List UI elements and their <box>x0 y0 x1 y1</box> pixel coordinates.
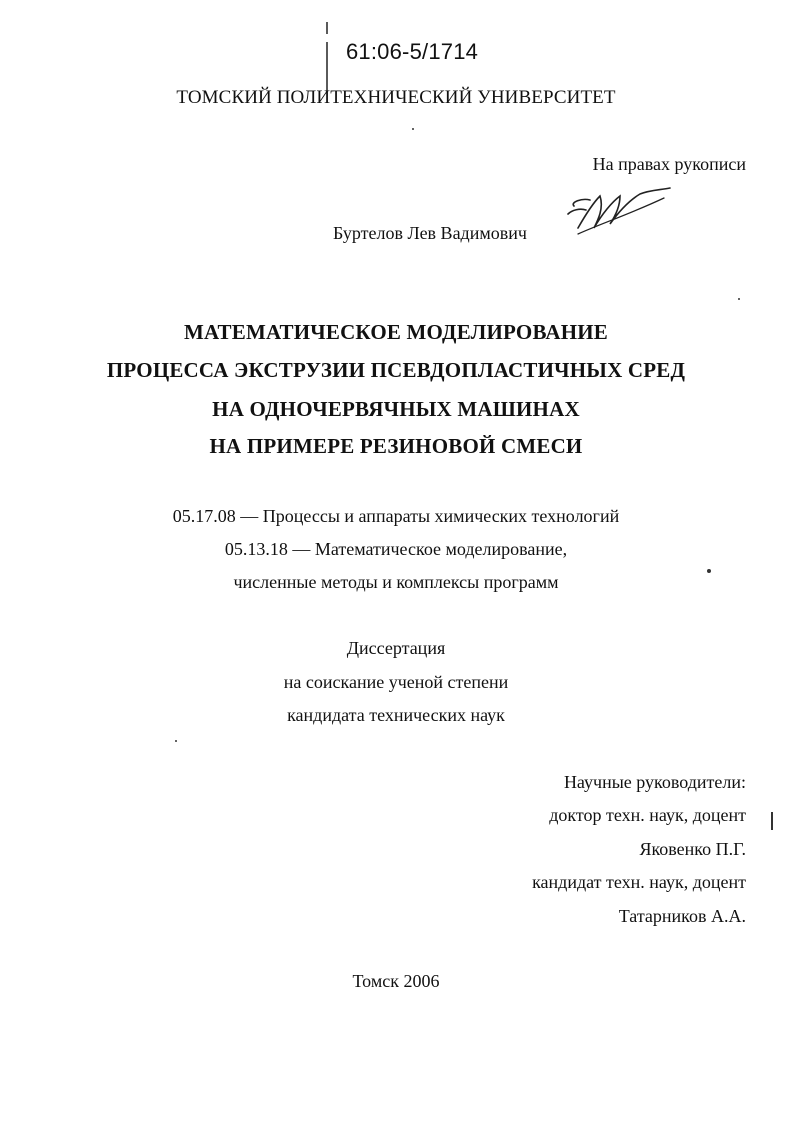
title-line: НА ОДНОЧЕРВЯЧНЫХ МАШИНАХ <box>212 397 580 421</box>
library-stamp-code: 61:06-5/1714 <box>346 39 479 64</box>
supervisor-line: Татарников А.А. <box>618 906 746 926</box>
specialty-line: 05.13.18 — Математическое моделирование, <box>224 539 568 559</box>
degree-line: на соискание ученой степени <box>283 672 509 692</box>
university-name: ТОМСКИЙ ПОЛИТЕХНИЧЕСКИЙ УНИВЕРСИТЕТ <box>176 87 616 108</box>
supervisor-line: доктор техн. наук, доцент <box>549 805 746 825</box>
degree-line: кандидата технических наук <box>287 705 505 725</box>
supervisor-line: Яковенко П.Г. <box>639 839 746 859</box>
author-name: Буртелов Лев Вадимович <box>333 223 527 243</box>
degree-line: Диссертация <box>346 638 446 658</box>
signature <box>560 184 680 242</box>
rights-note: На правах рукописи <box>592 154 746 174</box>
supervisors-heading: Научные руководители: <box>563 772 746 792</box>
scan-speck <box>412 128 414 130</box>
specialty-line: численные методы и комплексы программ <box>233 572 559 592</box>
title-line: НА ПРИМЕРЕ РЕЗИНОВОЙ СМЕСИ <box>209 434 583 458</box>
scan-speck <box>175 740 177 742</box>
title-line: ПРОЦЕССА ЭКСТРУЗИИ ПСЕВДОПЛАСТИЧНЫХ СРЕД <box>106 358 686 382</box>
city-year: Томск 2006 <box>352 971 440 991</box>
supervisor-line: кандидат техн. наук, доцент <box>532 872 746 892</box>
scan-mark <box>771 812 773 830</box>
specialty-line: 05.17.08 — Процессы и аппараты химических технологий <box>172 506 620 526</box>
scan-speck <box>707 569 711 573</box>
scan-speck <box>738 298 740 300</box>
binding-mark <box>323 22 335 92</box>
title-line: МАТЕМАТИЧЕСКОЕ МОДЕЛИРОВАНИЕ <box>184 320 608 344</box>
